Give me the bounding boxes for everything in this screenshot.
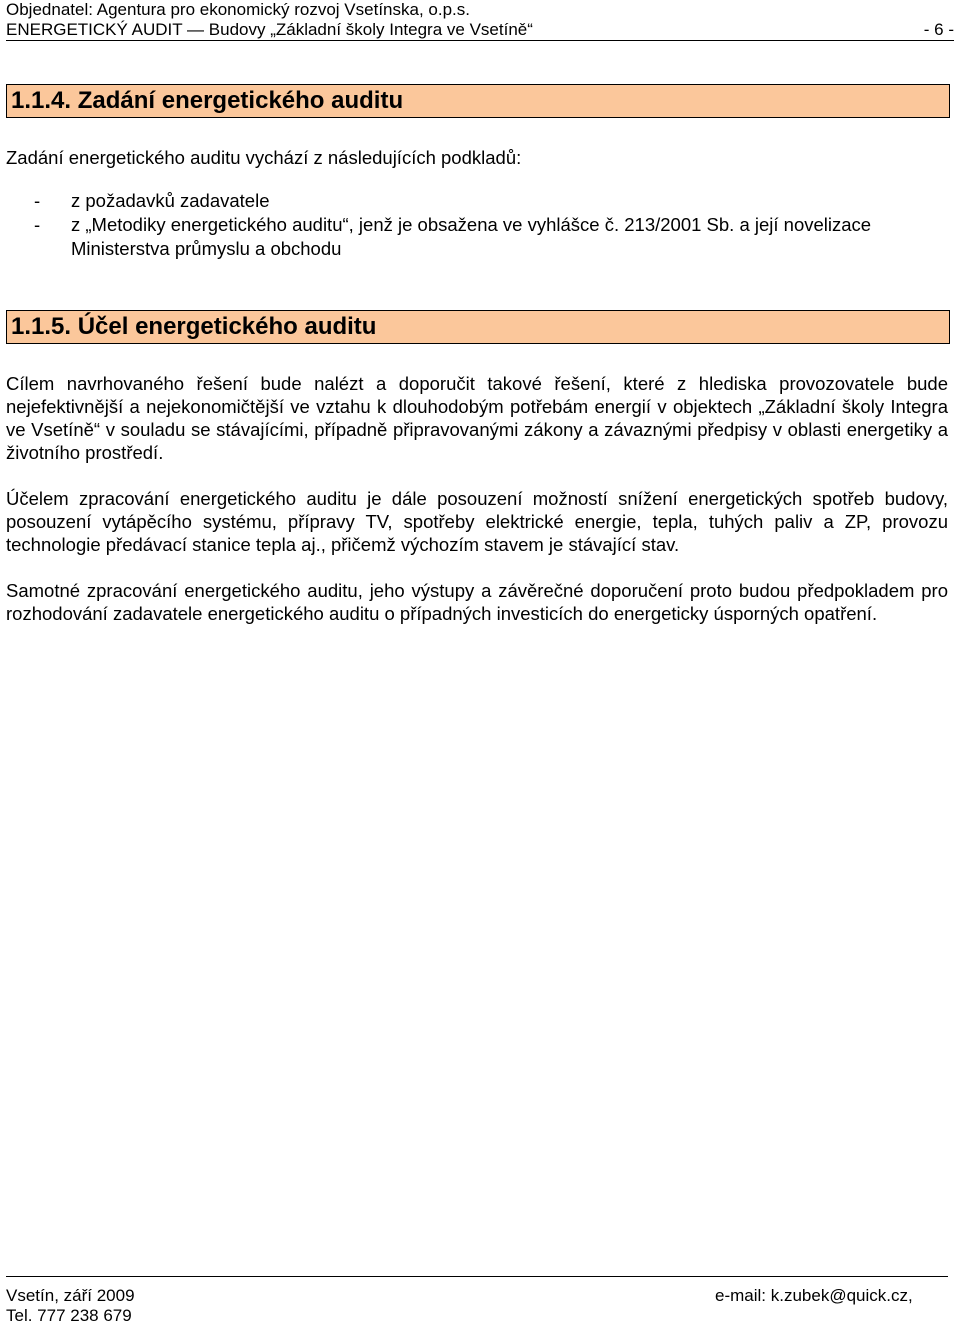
document-title: ENERGETICKÝ AUDIT — Budovy „Základní školy Integra ve Vsetíně“ bbox=[6, 20, 533, 39]
section-intro: Zadání energetického auditu vychází z následujících podkladů: bbox=[6, 147, 522, 168]
page-number: - 6 - bbox=[923, 20, 954, 39]
list-item bbox=[6, 189, 950, 213]
page-header bbox=[6, 0, 954, 41]
footer-phone: Tel. 777 238 679 bbox=[6, 1306, 132, 1325]
list-item-text: z požadavků zadavatele bbox=[71, 190, 270, 211]
footer-place-date: Vsetín, září 2009 bbox=[6, 1286, 135, 1305]
client-line: Objednatel: Agentura pro ekonomický rozvoj Vsetínska, o.p.s. bbox=[6, 0, 470, 19]
section-heading-1-1-5: 1.1.5. Účel energetického auditu bbox=[6, 310, 950, 344]
section-heading-1-1-4: 1.1.4. Zadání energetického auditu bbox=[6, 84, 950, 118]
list-item bbox=[6, 213, 950, 261]
paragraph: Cílem navrhovaného řešení bude nalézt a doporučit takové řešení, které z hlediska provozovatele bude nejefektivnější a nejekonomičtější ve vztahu k dlouhodobým potřebám energií v objektech „Základní školy Integra ve Vsetíně“ v souladu se stávajícími, případně připravovanými zákony a závaznými předpisy v oblasti energetiky a životního prostředí. bbox=[6, 373, 948, 463]
paragraph: Samotné zpracování energetického auditu, jeho výstupy a závěrečné doporučení proto budou předpokladem pro rozhodování zadavatele energetického auditu o případných investicích do energeticky úsporných opatření. bbox=[6, 580, 948, 624]
paragraph: Účelem zpracování energetického auditu je dále posouzení možností snížení energetických spotřeb budovy, posouzení vytápěcího systému, přípravy TV, spotřeby elektrické energie, tepla, tuhých paliv a ZP, provozu technologie předávací stanice tepla aj., přičemž výchozím stavem je stávající stav. bbox=[6, 488, 948, 555]
list-item-text: z „Metodiky energetického auditu“, jenž je obsažena ve vyhlášce č. 213/2001 Sb. a její novelizace Ministerstva průmyslu a obchodu bbox=[71, 214, 872, 259]
list-dash: - bbox=[34, 190, 41, 211]
document-title-line bbox=[6, 20, 954, 41]
footer-email: e-mail: k.zubek@quick.cz, bbox=[715, 1286, 913, 1305]
list-dash: - bbox=[34, 214, 41, 235]
footer-divider bbox=[6, 1276, 948, 1277]
